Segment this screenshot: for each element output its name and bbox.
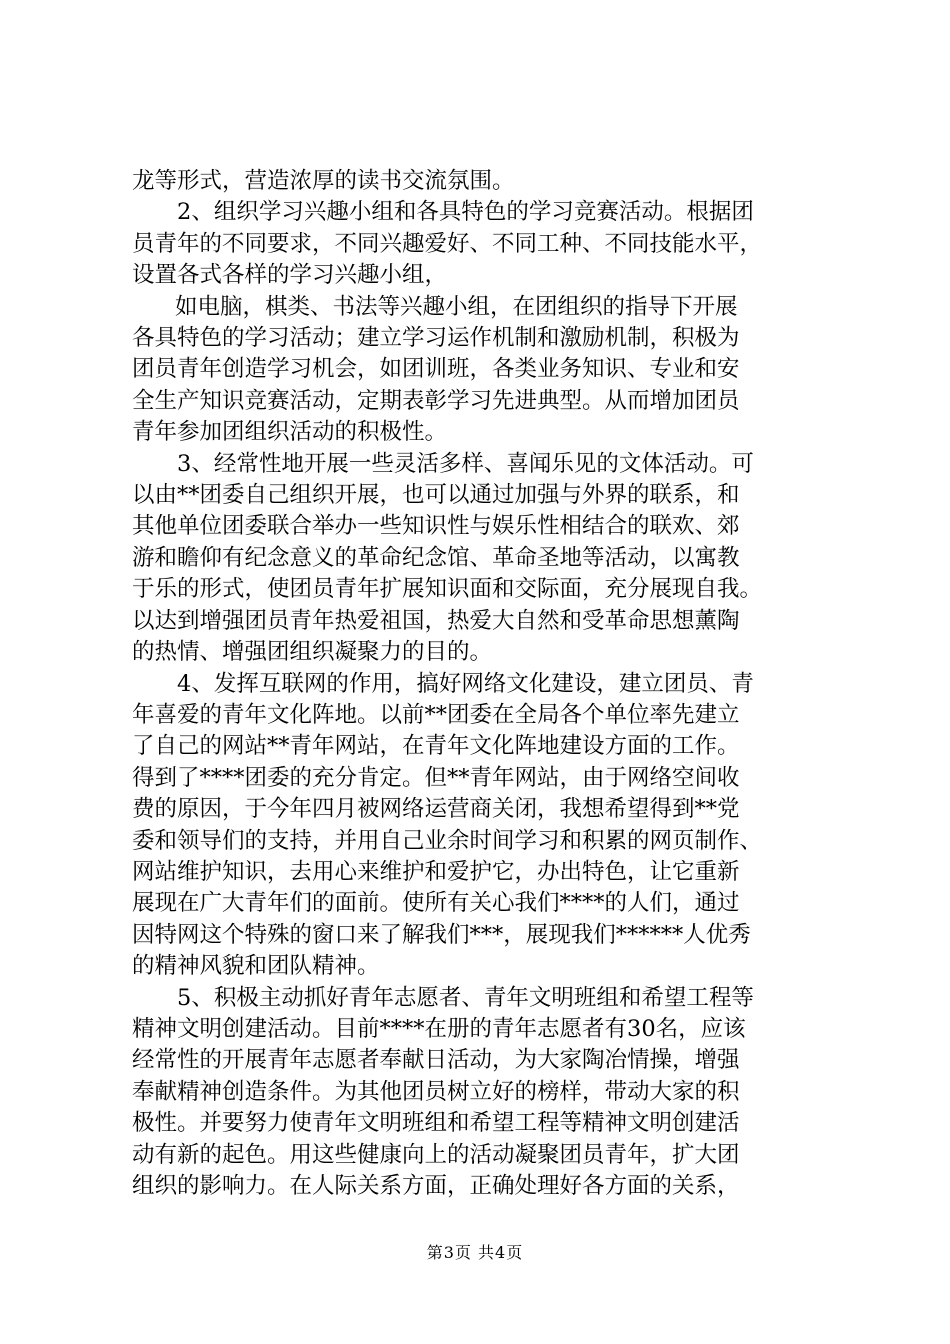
text-line: 因特网这个特殊的窗口来了解我们***，展现我们******人优秀 <box>132 921 751 948</box>
text-line: 以由**团委自己组织开展，也可以通过加强与外界的联系，和 <box>132 482 740 509</box>
text-line: 网站维护知识，去用心来维护和爱护它，办出特色，让它重新 <box>132 858 740 885</box>
text-line: 游和瞻仰有纪念意义的革命纪念馆、革命圣地等活动，以寓教 <box>132 544 740 571</box>
text-line: 的热情、增强团组织凝聚力的目的。 <box>132 639 493 666</box>
text-line: 于乐的形式，使团员青年扩展知识面和交际面，充分展现自我。 <box>132 576 763 603</box>
text-line: 奉献精神创造条件。为其他团员树立好的榜样，带动大家的积 <box>132 1078 740 1105</box>
text-line: 经常性的开展青年志愿者奉献日活动，为大家陶冶情操，增强 <box>132 1047 740 1074</box>
text-line: 员青年的不同要求，不同兴趣爱好、不同工种、不同技能水平， <box>132 230 763 257</box>
page-number-label: 第3页 共4页 <box>426 1243 524 1262</box>
text-line: 全生产知识竞赛活动，定期表彰学习先进典型。从而增加团员 <box>132 387 740 414</box>
document-body <box>132 166 832 1202</box>
text-line: 青年参加团组织活动的积极性。 <box>132 419 448 446</box>
text-line: 龙等形式，营造浓厚的读书交流氛围。 <box>132 168 515 194</box>
text-line: 各具特色的学习活动；建立学习运作机制和激励机制，积极为 <box>132 325 740 352</box>
text-line: 展现在广大青年们的面前。使所有关心我们****的人们，通过 <box>132 890 740 917</box>
text-line: 得到了****团委的充分肯定。但**青年网站，由于网络空间收 <box>132 764 740 791</box>
text-line: 费的原因，于今年四月被网络运营商关闭，我想希望得到**党 <box>132 796 740 823</box>
text-line: 4、发挥互联网的作用，搞好网络文化建设，建立团员、青 <box>177 670 754 697</box>
text-line: 其他单位团委联合举办一些知识性与娱乐性相结合的联欢、郊 <box>132 513 740 540</box>
text-line: 极性。并要努力使青年文明班组和希望工程等精神文明创建活 <box>132 1110 740 1137</box>
text-line: 设置各式各样的学习兴趣小组， <box>132 262 448 289</box>
text-line: 委和领导们的支持，并用自己业余时间学习和积累的网页制作、 <box>132 827 763 854</box>
text-line: 团员青年创造学习机会，如团训班，各类业务知识、专业和安 <box>132 356 740 383</box>
page-footer <box>0 1240 950 1263</box>
text-line: 以达到增强团员青年热爱祖国，热爱大自然和受革命思想薰陶 <box>132 607 740 634</box>
text-line: 年喜爱的青年文化阵地。以前**团委在全局各个单位率先建立 <box>132 701 740 728</box>
text-line: 的精神风貌和团队精神。 <box>132 953 380 980</box>
text-line: 如电脑，棋类、书法等兴趣小组，在团组织的指导下开展 <box>175 293 738 320</box>
text-line: 5、积极主动抓好青年志愿者、青年文明班组和希望工程等 <box>177 984 754 1011</box>
text-line: 了自己的网站**青年网站，在青年文化阵地建设方面的工作。 <box>132 733 740 760</box>
text-line: 精神文明创建活动。目前****在册的青年志愿者有30名，应该 <box>132 1015 746 1042</box>
text-line: 3、经常性地开展一些灵活多样、喜闻乐见的文体活动。可 <box>177 450 754 477</box>
text-line: 2、组织学习兴趣小组和各具特色的学习竞赛活动。根据团 <box>177 199 754 226</box>
text-line: 组织的影响力。在人际关系方面，正确处理好各方面的关系， <box>132 1173 740 1199</box>
text-line: 动有新的起色。用这些健康向上的活动凝聚团员青年，扩大团 <box>132 1141 740 1168</box>
